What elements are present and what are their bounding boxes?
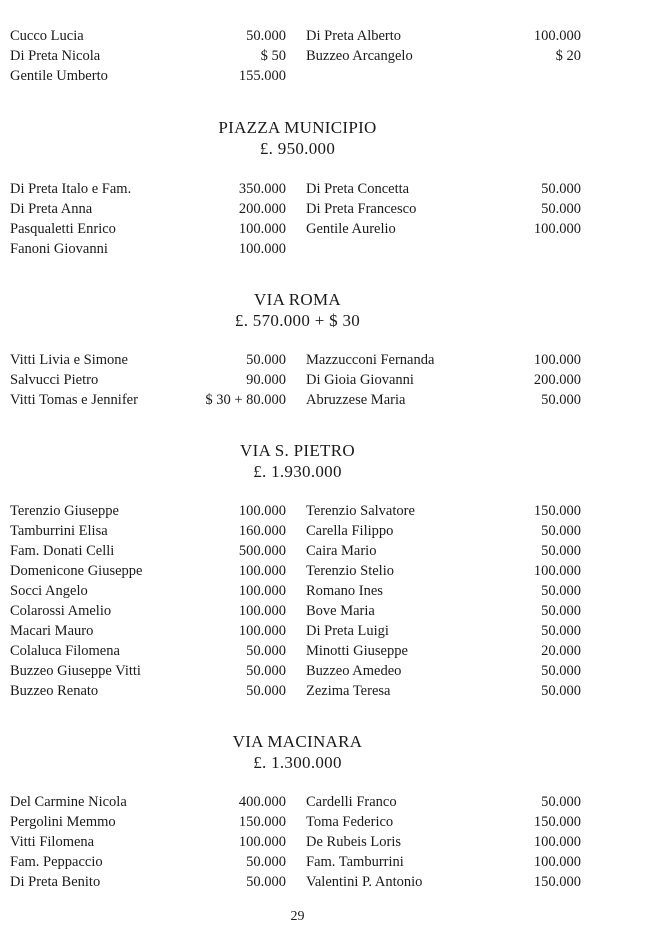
list-item (0, 852, 651, 872)
donation-amount: 50.000 (541, 663, 581, 679)
list-item (0, 561, 651, 581)
donation-amount: 160.000 (238, 523, 286, 539)
donor-name: Terenzio Giuseppe (10, 503, 119, 519)
donation-amount: 100.000 (238, 603, 286, 619)
donation-amount: 100.000 (533, 221, 581, 237)
donation-amount: 100.000 (533, 834, 581, 850)
donor-name: Socci Angelo (10, 583, 88, 599)
donation-amount: 100.000 (533, 854, 581, 870)
list-item (0, 541, 651, 561)
donation-amount: $ 20 (555, 48, 581, 64)
donation-amount: 50.000 (541, 523, 581, 539)
donation-amount: 150.000 (533, 814, 581, 830)
list-item (0, 641, 651, 661)
list-item (0, 661, 651, 681)
donation-amount: 50.000 (541, 623, 581, 639)
donation-amount: 50.000 (246, 854, 286, 870)
section-total: £. 1.930.000 (253, 462, 342, 481)
donation-amount: 50.000 (541, 583, 581, 599)
donor-name: Carella Filippo (306, 523, 394, 539)
donor-name: Vitti Livia e Simone (10, 352, 128, 368)
donation-amount: 50.000 (541, 794, 581, 810)
section-title: PIAZZA MUNICIPIO (218, 118, 377, 137)
list-item (0, 832, 651, 852)
section-title: VIA S. PIETRO (240, 441, 355, 460)
list-item (0, 792, 651, 812)
list-item (0, 179, 651, 199)
donation-amount: 50.000 (246, 663, 286, 679)
list-item (0, 501, 651, 521)
donor-name: Di Preta Luigi (306, 623, 389, 639)
donor-name: Fanoni Giovanni (10, 241, 108, 257)
donor-name: Di Preta Anna (10, 201, 93, 217)
list-item (0, 521, 651, 541)
donor-name: Minotti Giuseppe (306, 643, 408, 659)
donor-name: Buzzeo Arcangelo (306, 48, 413, 64)
donor-name: Vitti Filomena (10, 834, 95, 850)
list-item (0, 219, 651, 239)
donation-amount: 500.000 (238, 543, 286, 559)
donor-name: Toma Federico (306, 814, 394, 830)
donor-name: Cucco Lucia (10, 28, 84, 44)
donor-name: Romano Ines (306, 583, 383, 599)
donor-name: Zezima Teresa (306, 683, 391, 699)
page-number: 29 (290, 909, 305, 924)
list-item (0, 46, 651, 66)
donation-amount: 100.000 (238, 834, 286, 850)
section-title: VIA MACINARA (232, 732, 363, 751)
donor-name: Di Preta Francesco (306, 201, 417, 217)
donation-amount: $ 50 (260, 48, 286, 64)
donor-name: Fam. Donati Celli (10, 543, 115, 559)
donor-name: Abruzzese Maria (306, 392, 406, 408)
donation-amount: 50.000 (541, 603, 581, 619)
donation-amount: 200.000 (238, 201, 286, 217)
donor-name: Di Preta Italo e Fam. (10, 181, 132, 197)
donation-amount: 50.000 (246, 28, 286, 44)
list-item (0, 390, 651, 410)
donor-name: Gentile Aurelio (306, 221, 396, 237)
donor-name: Colarossi Amelio (10, 603, 112, 619)
donor-name: Buzzeo Amedeo (306, 663, 402, 679)
list-item (0, 350, 651, 370)
donor-name: Vitti Tomas e Jennifer (10, 392, 138, 408)
donor-name: Colaluca Filomena (10, 643, 120, 659)
donor-name: Di Preta Benito (10, 874, 101, 890)
donor-name: Del Carmine Nicola (10, 794, 127, 810)
donation-amount: 100.000 (238, 241, 286, 257)
list-item (0, 239, 651, 259)
donation-amount: 150.000 (533, 503, 581, 519)
donation-amount: 50.000 (246, 683, 286, 699)
section-total: £. 570.000 + $ 30 (234, 311, 361, 330)
list-item (0, 872, 651, 892)
donation-amount: 100.000 (533, 28, 581, 44)
donation-amount: 50.000 (541, 543, 581, 559)
donation-amount: 100.000 (533, 563, 581, 579)
donor-name: Bove Maria (306, 603, 375, 619)
donor-name: Domenicone Giuseppe (10, 563, 143, 579)
section-total: £. 1.300.000 (253, 753, 342, 772)
donation-amount: 50.000 (246, 643, 286, 659)
donation-amount: 50.000 (246, 352, 286, 368)
donor-name: Di Gioia Giovanni (306, 372, 414, 388)
donation-amount: 50.000 (541, 683, 581, 699)
donor-name: Pergolini Memmo (10, 814, 116, 830)
donor-name: Buzzeo Renato (10, 683, 99, 699)
list-item (0, 621, 651, 641)
section-title: VIA ROMA (254, 290, 341, 309)
donor-name: Di Preta Alberto (306, 28, 402, 44)
list-item (0, 601, 651, 621)
list-item (0, 370, 651, 390)
donation-amount: 100.000 (238, 583, 286, 599)
list-item (0, 26, 651, 46)
donor-name: Buzzeo Giuseppe Vitti (10, 663, 141, 679)
donor-name: Cardelli Franco (306, 794, 397, 810)
donor-name: Gentile Umberto (10, 68, 108, 84)
donation-amount: 100.000 (238, 623, 286, 639)
donor-name: Pasqualetti Enrico (10, 221, 116, 237)
donor-name: Tamburrini Elisa (10, 523, 108, 539)
donor-name: Terenzio Salvatore (306, 503, 415, 519)
list-item (0, 581, 651, 601)
donation-amount: 150.000 (533, 874, 581, 890)
donor-name: Salvucci Pietro (10, 372, 99, 388)
donation-amount: 20.000 (541, 643, 581, 659)
donation-amount: 200.000 (533, 372, 581, 388)
donation-amount: 150.000 (238, 814, 286, 830)
donation-amount: 350.000 (238, 181, 286, 197)
donation-amount: 100.000 (238, 563, 286, 579)
donor-name: Mazzucconi Fernanda (306, 352, 435, 368)
donation-amount: 50.000 (541, 201, 581, 217)
donation-amount: 400.000 (238, 794, 286, 810)
donor-name: Caira Mario (306, 543, 377, 559)
donor-name: Fam. Tamburrini (306, 854, 404, 870)
donor-name: Macari Mauro (10, 623, 94, 639)
donor-name: Fam. Peppaccio (10, 854, 103, 870)
donation-amount: 100.000 (533, 352, 581, 368)
donation-amount: 155.000 (238, 68, 286, 84)
list-item (0, 681, 651, 701)
donation-amount: 50.000 (246, 874, 286, 890)
donation-amount: 50.000 (541, 181, 581, 197)
donor-name: Di Preta Concetta (306, 181, 410, 197)
donor-name: Di Preta Nicola (10, 48, 101, 64)
donation-amount: $ 30 + 80.000 (205, 392, 286, 408)
donation-amount: 100.000 (238, 503, 286, 519)
donor-name: Valentini P. Antonio (306, 874, 423, 890)
donation-amount: 50.000 (541, 392, 581, 408)
donor-name: Terenzio Stelio (306, 563, 394, 579)
donation-amount: 100.000 (238, 221, 286, 237)
donor-name: De Rubeis Loris (306, 834, 402, 850)
list-item (0, 199, 651, 219)
list-item (0, 66, 651, 86)
section-total: £. 950.000 (259, 139, 336, 158)
donation-amount: 90.000 (246, 372, 286, 388)
list-item (0, 812, 651, 832)
